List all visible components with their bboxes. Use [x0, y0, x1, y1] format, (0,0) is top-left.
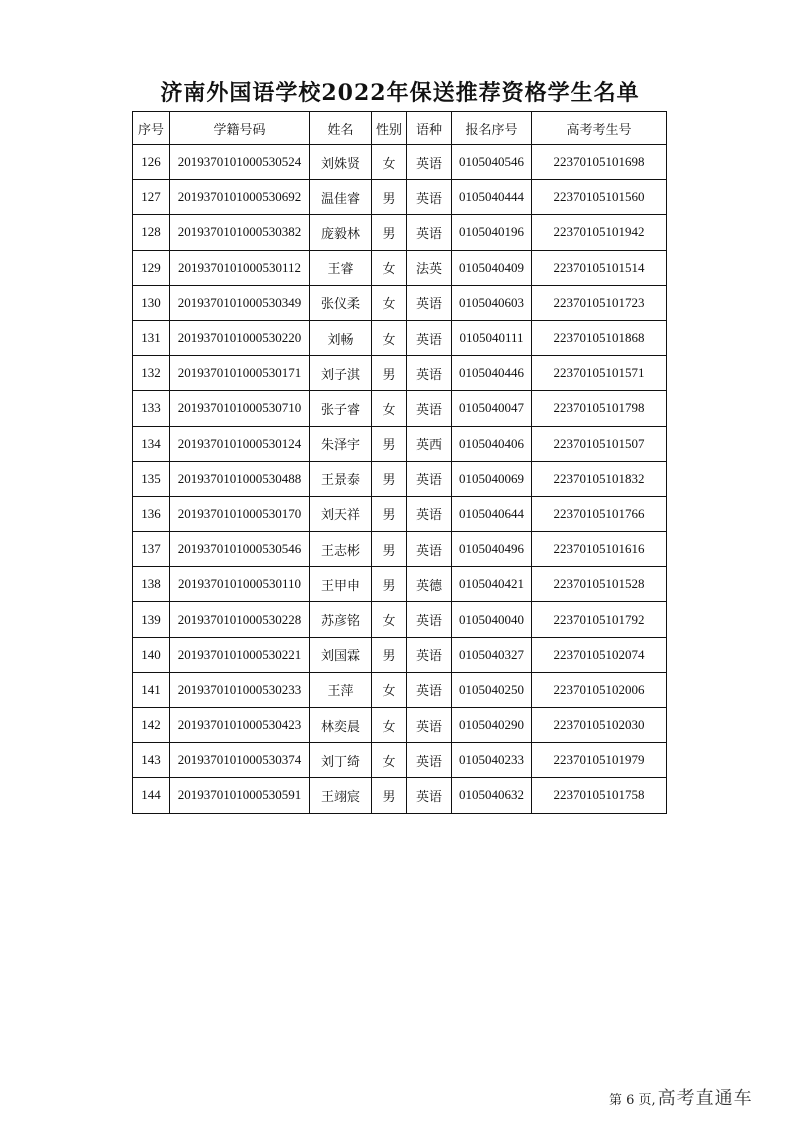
table-cell: 142 — [133, 708, 170, 743]
table-cell: 22370105101571 — [532, 356, 667, 391]
table-cell: 女 — [372, 145, 407, 180]
table-cell: 22370105101979 — [532, 743, 667, 778]
table-cell: 22370105101792 — [532, 602, 667, 637]
table-cell: 男 — [372, 496, 407, 531]
table-cell: 男 — [372, 532, 407, 567]
table-cell: 0105040603 — [452, 285, 532, 320]
table-cell: 英语 — [407, 356, 452, 391]
table-cell: 0105040250 — [452, 672, 532, 707]
table-cell: 2019370101000530591 — [170, 778, 310, 813]
table-cell: 张子睿 — [310, 391, 372, 426]
column-header: 姓名 — [310, 112, 372, 145]
table-row — [133, 743, 667, 778]
table-cell: 0105040327 — [452, 637, 532, 672]
table-cell: 2019370101000530221 — [170, 637, 310, 672]
table-row — [133, 356, 667, 391]
page-footer — [609, 1084, 753, 1110]
table-cell: 2019370101000530124 — [170, 426, 310, 461]
table-cell: 女 — [372, 708, 407, 743]
table-cell: 22370105102074 — [532, 637, 667, 672]
student-roster-table — [132, 111, 667, 814]
table-cell: 女 — [372, 320, 407, 355]
table-cell: 2019370101000530228 — [170, 602, 310, 637]
table-row — [133, 461, 667, 496]
table-cell: 2019370101000530546 — [170, 532, 310, 567]
table-cell: 2019370101000530423 — [170, 708, 310, 743]
table-cell: 128 — [133, 215, 170, 250]
table-cell: 0105040406 — [452, 426, 532, 461]
table-cell: 女 — [372, 743, 407, 778]
table-row — [133, 532, 667, 567]
table-row — [133, 391, 667, 426]
table-cell: 22370105101758 — [532, 778, 667, 813]
table-cell: 英语 — [407, 602, 452, 637]
table-cell: 英语 — [407, 285, 452, 320]
table-cell: 0105040632 — [452, 778, 532, 813]
table-cell: 英语 — [407, 637, 452, 672]
table-cell: 0105040040 — [452, 602, 532, 637]
table-cell: 0105040290 — [452, 708, 532, 743]
column-header: 学籍号码 — [170, 112, 310, 145]
table-cell: 136 — [133, 496, 170, 531]
table-cell: 刘国霖 — [310, 637, 372, 672]
table-cell: 139 — [133, 602, 170, 637]
table-cell: 英语 — [407, 215, 452, 250]
table-cell: 2019370101000530488 — [170, 461, 310, 496]
table-cell: 英语 — [407, 672, 452, 707]
table-row — [133, 708, 667, 743]
table-row — [133, 672, 667, 707]
table-cell: 22370105101832 — [532, 461, 667, 496]
table-row — [133, 145, 667, 180]
table-cell: 刘丁绮 — [310, 743, 372, 778]
table-cell: 女 — [372, 250, 407, 285]
table-cell: 女 — [372, 602, 407, 637]
table-cell: 22370105102030 — [532, 708, 667, 743]
table-cell: 22370105101723 — [532, 285, 667, 320]
table-cell: 王萍 — [310, 672, 372, 707]
table-cell: 22370105101798 — [532, 391, 667, 426]
table-cell: 女 — [372, 672, 407, 707]
table-cell: 133 — [133, 391, 170, 426]
table-cell: 0105040644 — [452, 496, 532, 531]
table-cell: 0105040446 — [452, 356, 532, 391]
table-cell: 22370105101942 — [532, 215, 667, 250]
page-number: 第 6 页, — [609, 1093, 656, 1108]
table-cell: 英语 — [407, 391, 452, 426]
table-cell: 庞毅林 — [310, 215, 372, 250]
table-cell: 0105040409 — [452, 250, 532, 285]
table-cell: 男 — [372, 356, 407, 391]
table-cell: 英语 — [407, 180, 452, 215]
table-body — [133, 145, 667, 814]
table-cell: 2019370101000530349 — [170, 285, 310, 320]
watermark-text: 高考直通车 — [657, 1088, 753, 1109]
table-cell: 苏彦铭 — [310, 602, 372, 637]
table-cell: 2019370101000530110 — [170, 567, 310, 602]
table-cell: 22370105101507 — [532, 426, 667, 461]
table-cell: 2019370101000530524 — [170, 145, 310, 180]
table-cell: 22370105101766 — [532, 496, 667, 531]
table-cell: 法英 — [407, 250, 452, 285]
table-cell: 2019370101000530233 — [170, 672, 310, 707]
table-cell: 126 — [133, 145, 170, 180]
table-cell: 王睿 — [310, 250, 372, 285]
table-cell: 134 — [133, 426, 170, 461]
table-cell: 22370105101698 — [532, 145, 667, 180]
table-cell: 0105040111 — [452, 320, 532, 355]
table-cell: 英语 — [407, 145, 452, 180]
column-header: 高考考生号 — [532, 112, 667, 145]
table-cell: 2019370101000530710 — [170, 391, 310, 426]
column-header: 语种 — [407, 112, 452, 145]
table-cell: 2019370101000530692 — [170, 180, 310, 215]
table-row — [133, 320, 667, 355]
table-cell: 英语 — [407, 320, 452, 355]
table-cell: 143 — [133, 743, 170, 778]
table-cell: 130 — [133, 285, 170, 320]
table-cell: 2019370101000530220 — [170, 320, 310, 355]
table-cell: 0105040421 — [452, 567, 532, 602]
table-cell: 王景泰 — [310, 461, 372, 496]
table-row — [133, 602, 667, 637]
table-cell: 22370105101868 — [532, 320, 667, 355]
table-cell: 王翊宸 — [310, 778, 372, 813]
table-row — [133, 215, 667, 250]
table-cell: 男 — [372, 215, 407, 250]
table-cell: 140 — [133, 637, 170, 672]
table-cell: 138 — [133, 567, 170, 602]
table-cell: 男 — [372, 637, 407, 672]
table-cell: 温佳睿 — [310, 180, 372, 215]
table-cell: 刘畅 — [310, 320, 372, 355]
table-cell: 0105040047 — [452, 391, 532, 426]
table-row — [133, 778, 667, 813]
table-cell: 22370105101616 — [532, 532, 667, 567]
table-cell: 女 — [372, 391, 407, 426]
table-cell: 137 — [133, 532, 170, 567]
table-cell: 0105040069 — [452, 461, 532, 496]
table-cell: 男 — [372, 461, 407, 496]
table-cell: 王甲申 — [310, 567, 372, 602]
table-cell: 男 — [372, 426, 407, 461]
column-header: 序号 — [133, 112, 170, 145]
table-cell: 王志彬 — [310, 532, 372, 567]
table-cell: 刘姝贤 — [310, 145, 372, 180]
table-cell: 2019370101000530171 — [170, 356, 310, 391]
table-cell: 132 — [133, 356, 170, 391]
table-cell: 2019370101000530170 — [170, 496, 310, 531]
table-cell: 131 — [133, 320, 170, 355]
table-cell: 英语 — [407, 461, 452, 496]
table-cell: 男 — [372, 567, 407, 602]
table-cell: 22370105101514 — [532, 250, 667, 285]
table-row — [133, 285, 667, 320]
column-header: 性别 — [372, 112, 407, 145]
table-cell: 0105040546 — [452, 145, 532, 180]
table-cell: 0105040496 — [452, 532, 532, 567]
table-cell: 林奕晨 — [310, 708, 372, 743]
table-cell: 127 — [133, 180, 170, 215]
table-row — [133, 496, 667, 531]
table-cell: 英德 — [407, 567, 452, 602]
table-cell: 0105040444 — [452, 180, 532, 215]
table-cell: 朱泽宇 — [310, 426, 372, 461]
table-cell: 英西 — [407, 426, 452, 461]
table-cell: 男 — [372, 180, 407, 215]
table-cell: 英语 — [407, 778, 452, 813]
table-cell: 135 — [133, 461, 170, 496]
table-row — [133, 250, 667, 285]
table-cell: 129 — [133, 250, 170, 285]
column-header: 报名序号 — [452, 112, 532, 145]
table-cell: 女 — [372, 285, 407, 320]
table-cell: 2019370101000530112 — [170, 250, 310, 285]
table-cell: 2019370101000530374 — [170, 743, 310, 778]
table-cell: 英语 — [407, 743, 452, 778]
table-row — [133, 637, 667, 672]
table-cell: 2019370101000530382 — [170, 215, 310, 250]
table-cell: 刘子淇 — [310, 356, 372, 391]
table-cell: 22370105101528 — [532, 567, 667, 602]
table-cell: 141 — [133, 672, 170, 707]
table-row — [133, 567, 667, 602]
document-title: 济南外国语学校2022年保送推荐资格学生名单 — [160, 80, 640, 106]
table-cell: 0105040233 — [452, 743, 532, 778]
table-cell: 刘天祥 — [310, 496, 372, 531]
table-cell: 男 — [372, 778, 407, 813]
table-row — [133, 180, 667, 215]
table-cell: 英语 — [407, 496, 452, 531]
table-cell: 英语 — [407, 532, 452, 567]
table-cell: 22370105102006 — [532, 672, 667, 707]
table-cell: 张仪柔 — [310, 285, 372, 320]
table-cell: 144 — [133, 778, 170, 813]
header-row — [133, 112, 667, 145]
table-cell: 英语 — [407, 708, 452, 743]
table-row — [133, 426, 667, 461]
table-cell: 0105040196 — [452, 215, 532, 250]
table-cell: 22370105101560 — [532, 180, 667, 215]
